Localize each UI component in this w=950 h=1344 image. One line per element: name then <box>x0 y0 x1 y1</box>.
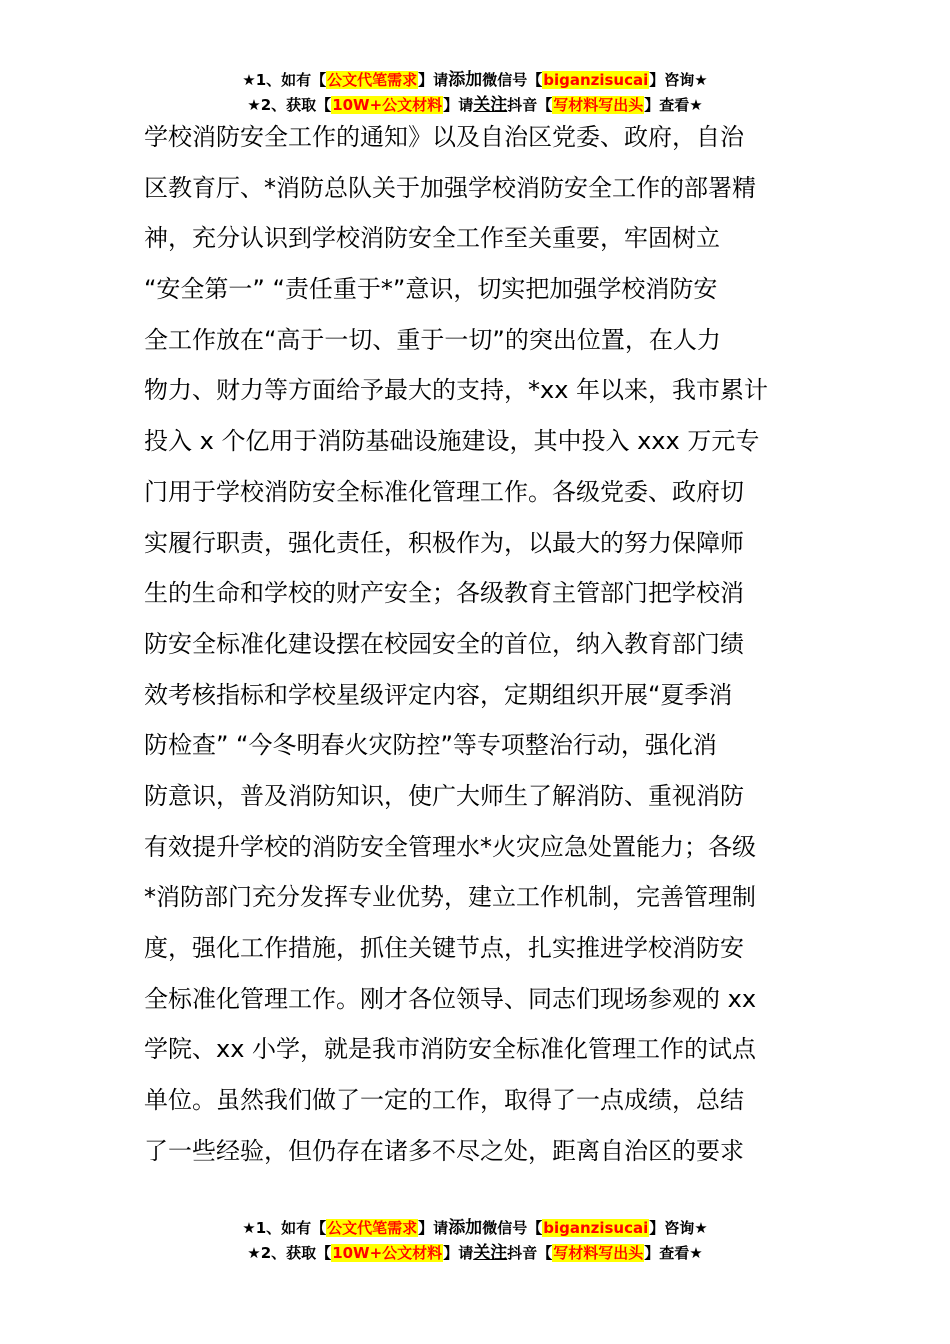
banner-highlight: 公文代笔需求 <box>327 71 418 89</box>
banner-emphasis: 关注 <box>473 1243 508 1263</box>
text-line: 投入 x 个亿用于消防基础设施建设，其中投入 xxx 万元专 <box>144 427 760 456</box>
text-line: *消防部门充分发挥专业优势，建立工作机制，完善管理制 <box>144 883 756 912</box>
banner-text: 】咨询★ <box>649 1219 708 1237</box>
text-line: “安全第一” “责任重于*”意识，切实把加强学校消防安 <box>144 275 718 304</box>
banner-text: ★2、获取【 <box>247 1244 332 1262</box>
banner-highlight: 写材料写出头 <box>553 96 644 114</box>
text-line: 神，充分认识到学校消防安全工作至关重要，牢固树立 <box>144 224 720 253</box>
banner-highlight: biganzisucai <box>543 1219 649 1237</box>
banner-text: 抖音【 <box>507 1244 553 1262</box>
banner-highlight: 10W+公文材料 <box>332 96 443 114</box>
text-line: 实履行职责，强化责任，积极作为，以最大的努力保障师 <box>144 528 744 557</box>
text-line: 学校消防安全工作的通知》以及自治区党委、政府，自治 <box>144 123 744 151</box>
document-body <box>144 112 809 1176</box>
banner-emphasis: 关注 <box>473 95 508 115</box>
banner-text: 】请 <box>418 1219 449 1237</box>
banner-emphasis: 添加 <box>448 1218 483 1238</box>
banner-line-1 <box>0 68 950 93</box>
banner-text: 微信号【 <box>482 71 543 89</box>
banner-emphasis: 添加 <box>448 70 483 90</box>
banner-text: ★2、获取【 <box>247 96 332 114</box>
text-line: 防检查” “今冬明春火灾防控”等专项整治行动，强化消 <box>144 731 717 760</box>
text-line: 有效提升学校的消防安全管理水*火灾应急处置能力；各级 <box>144 832 756 861</box>
banner-text: 抖音【 <box>507 96 553 114</box>
text-line: 了一些经验，但仍存在诸多不尽之处，距离自治区的要求 <box>144 1136 744 1165</box>
banner-text: 】请 <box>418 71 449 89</box>
header-banner <box>0 68 950 118</box>
text-line: 生的生命和学校的财产安全；各级教育主管部门把学校消 <box>144 579 744 608</box>
banner-text: ★1、如有【 <box>242 71 327 89</box>
banner-highlight: biganzisucai <box>543 71 649 89</box>
banner-text: 】请 <box>443 1244 474 1262</box>
banner-text: 】咨询★ <box>649 71 708 89</box>
banner-text: 微信号【 <box>482 1219 543 1237</box>
banner-text: ★1、如有【 <box>242 1219 327 1237</box>
banner-highlight: 10W+公文材料 <box>332 1244 443 1262</box>
banner-line-2 <box>0 1241 950 1266</box>
banner-line-1 <box>0 1216 950 1241</box>
text-line: 度，强化工作措施，抓住关键节点，扎实推进学校消防安 <box>144 934 744 962</box>
text-line: 全标准化管理工作。刚才各位领导、同志们现场参观的 xx <box>144 984 757 1013</box>
footer-banner <box>0 1216 950 1266</box>
banner-text: 】请 <box>443 96 474 114</box>
banner-highlight: 写材料写出头 <box>553 1244 644 1262</box>
text-line: 全工作放在“高于一切、重于一切”的突出位置，在人力 <box>144 325 721 354</box>
text-line: 效考核指标和学校星级评定内容，定期组织开展“夏季消 <box>144 680 733 709</box>
text-line: 区教育厅、*消防总队关于加强学校消防安全工作的部署精 <box>144 173 756 202</box>
text-line: 防意识，普及消防知识，使广大师生了解消防、重视消防 <box>144 781 744 810</box>
text-line: 防安全标准化建设摆在校园安全的首位，纳入教育部门绩 <box>144 629 744 658</box>
text-line: 单位。虽然我们做了一定的工作，取得了一点成绩，总结 <box>144 1086 744 1115</box>
text-line: 学院、xx 小学，就是我市消防安全标准化管理工作的试点 <box>144 1035 757 1064</box>
text-line: 物力、财力等方面给予最大的支持，*xx 年以来，我市累计 <box>144 376 769 405</box>
banner-text: 】查看★ <box>644 1244 703 1262</box>
banner-text: 】查看★ <box>644 96 703 114</box>
banner-highlight: 公文代笔需求 <box>327 1219 418 1237</box>
text-line: 门用于学校消防安全标准化管理工作。各级党委、政府切 <box>144 477 744 506</box>
